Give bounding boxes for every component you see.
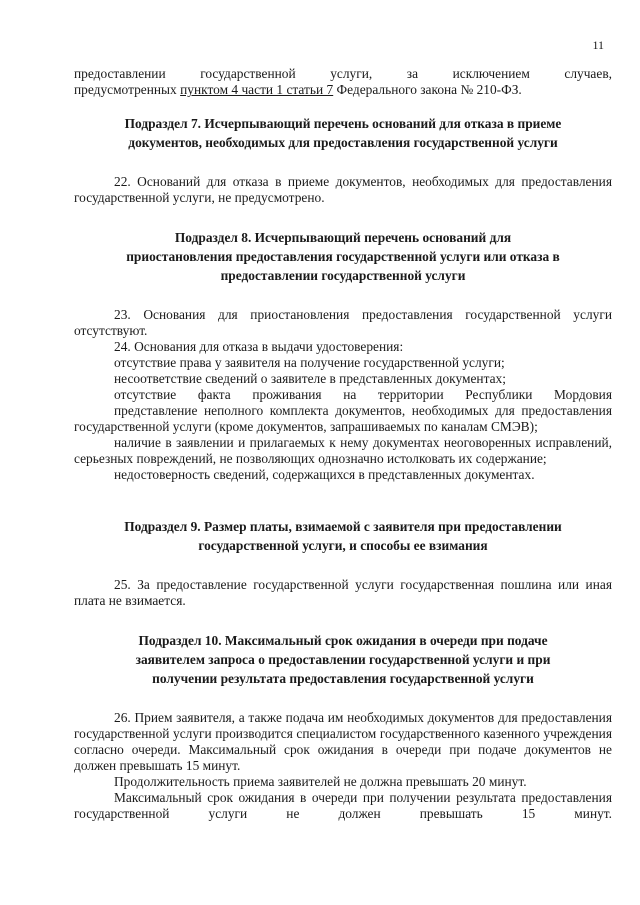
- paragraph-24: 24. Основания для отказа в выдачи удостоверения:: [114, 339, 404, 354]
- law-reference-link[interactable]: пунктом 4 части 1 статьи 7: [180, 82, 334, 97]
- page-number: 11: [592, 38, 604, 52]
- refusal-item-5: наличие в заявлении и прилагаемых к нему документах неоговоренных исправлений, серьезных повреждений, не позволяющих однозначно истолковать их содержание;: [74, 435, 612, 466]
- refusal-item-1: отсутствие права у заявителя на получение государственной услуги;: [114, 355, 505, 370]
- subsection-10-heading-line-2: заявителем запроса о предоставлении государственной услуги и при: [135, 652, 551, 667]
- subsection-8-heading-line-3: предоставлении государственной услуги: [220, 268, 466, 283]
- subsection-8-heading-line-1: Подраздел 8. Исчерпывающий перечень оснований для: [174, 230, 512, 245]
- subsection-9-heading-line-1: Подраздел 9. Размер платы, взимаемой с заявителя при предоставлении: [124, 519, 562, 534]
- refusal-item-4: представление неполного комплекта документов, необходимых для предоставления государственной услуги (кроме документов, запрашиваемых по каналам СМЭВ);: [74, 403, 612, 434]
- subsection-9-heading: [74, 517, 612, 555]
- paragraph-26-result-wait: Максимальный срок ожидания в очереди при получении результата предоставления государственной услуги не должен превышать 15 минут.: [74, 790, 612, 821]
- paragraph-26-reception-duration: Продолжительность приема заявителей не должна превышать 20 минут.: [114, 774, 527, 789]
- refusal-item-2: несоответствие сведений о заявителе в представленных документах;: [114, 371, 506, 386]
- intro-line-1: предоставлении государственной услуги, за исключением случаев,: [74, 66, 612, 81]
- paragraph-23: 23. Основания для приостановления предоставления государственной услуги отсутствуют.: [74, 307, 612, 338]
- subsection-10-heading-line-1: Подраздел 10. Максимальный срок ожидания в очереди при подаче: [138, 633, 548, 648]
- intro-text-before-link: предусмотренных: [74, 82, 181, 97]
- refusal-item-3: отсутствие факта проживания на территории Республики Мордовия: [114, 387, 612, 402]
- subsection-7-heading: [74, 114, 612, 152]
- subsection-8-heading-line-2: приостановления предоставления государственной услуги или отказа в: [126, 249, 560, 264]
- subsection-8-heading: [74, 228, 612, 285]
- refusal-item-6: недостоверность сведений, содержащихся в представленных документах.: [114, 467, 535, 482]
- subsection-10-heading: [74, 631, 612, 688]
- intro-line-2: [74, 82, 612, 98]
- paragraph-22: 22. Оснований для отказа в приеме документов, необходимых для предоставления государственной услуги, не предусмотрено.: [74, 174, 612, 205]
- subsection-7-heading-line-2: документов, необходимых для предоставления государственной услуги: [128, 135, 558, 150]
- paragraph-25: 25. За предоставление государственной услуги государственная пошлина или иная плата не взимается.: [74, 577, 612, 608]
- page-content: [74, 66, 612, 822]
- intro-text-after-link: Федерального закона № 210-ФЗ.: [333, 82, 522, 97]
- paragraph-26: 26. Прием заявителя, а также подача им необходимых документов для предоставления государственной услуги производится специалистом государственного казенного учреждения согласно очереди. Максимальный срок ожидания в очереди при подаче документов не должен превышать 15 минут.: [74, 710, 612, 773]
- subsection-7-heading-line-1: Подраздел 7. Исчерпывающий перечень оснований для отказа в приеме: [124, 116, 562, 131]
- subsection-10-heading-line-3: получении результата предоставления государственной услуги: [152, 671, 534, 686]
- subsection-9-heading-line-2: государственной услуги, и способы ее взимания: [198, 538, 488, 553]
